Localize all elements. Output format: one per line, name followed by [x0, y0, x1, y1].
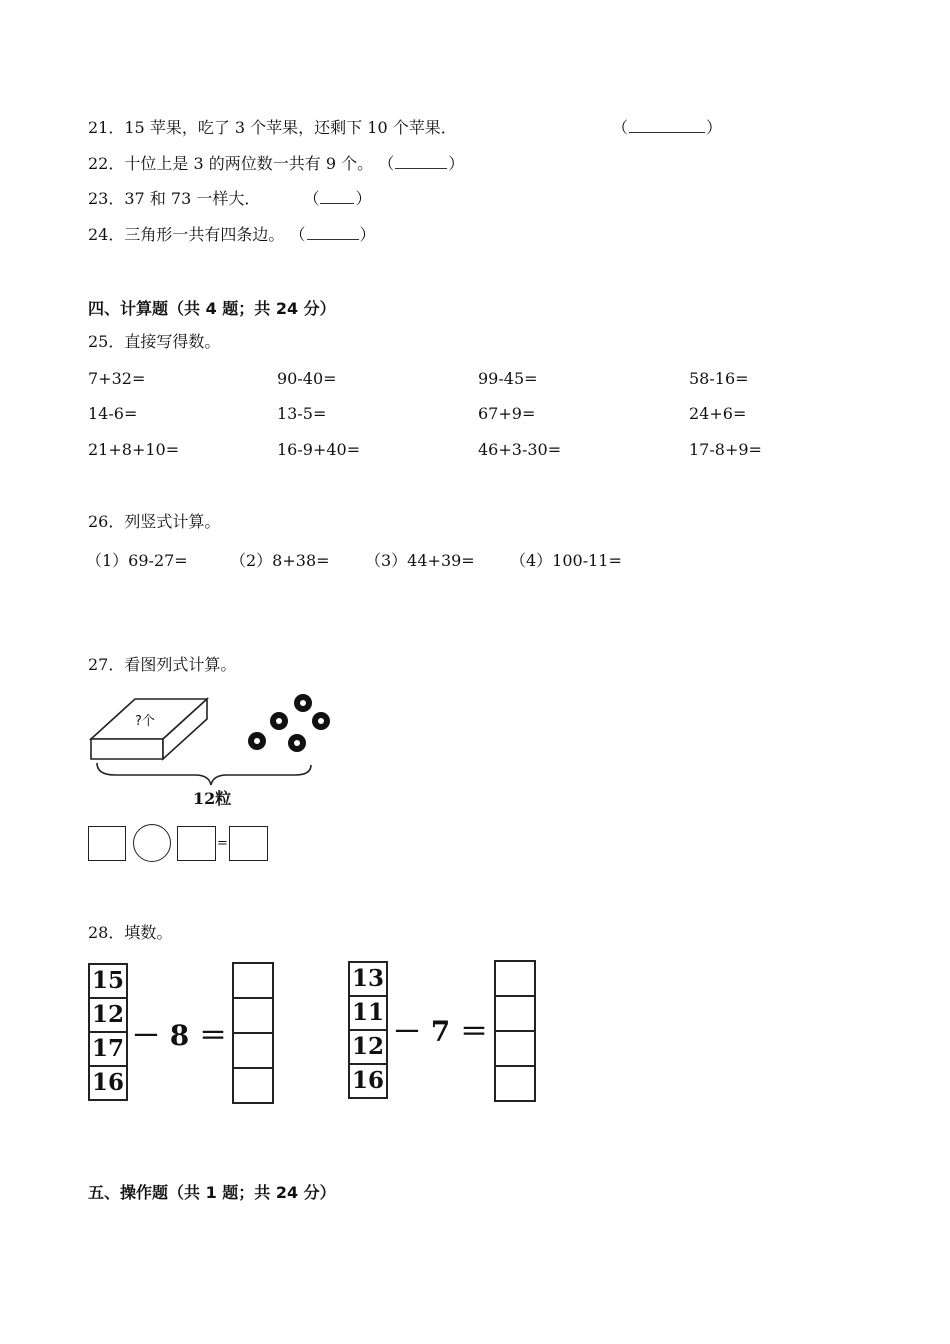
question-26-label: 26．列竖式计算。 [88, 512, 221, 531]
operator-circle[interactable] [133, 824, 171, 862]
number-cell: 12 [350, 1031, 386, 1065]
equals-sign: = [217, 836, 228, 851]
vertical-calc-item: （1）69-27= [86, 551, 188, 570]
box-label: ?个 [135, 714, 155, 729]
calc-item: 67+9= [478, 404, 536, 423]
answer-cell[interactable] [496, 1032, 534, 1067]
question-27-label: 27．看图列式计算。 [88, 655, 237, 674]
question-21 [88, 118, 723, 138]
calc-item: 7+32= [88, 369, 146, 388]
vertical-calc-item: （3）44+39= [365, 551, 475, 570]
answer-box[interactable] [177, 826, 216, 861]
answer-cell[interactable] [496, 962, 534, 997]
answer-blank[interactable] [307, 225, 359, 240]
brace [97, 763, 311, 785]
answer-parentheses: （ ） [378, 154, 465, 173]
calc-item: 46+3-30= [478, 440, 562, 459]
calc-item: 58-16= [689, 369, 749, 388]
question-number: 23． [88, 189, 125, 208]
section-4-title: 四、计算题（共 4 题；共 24 分） [88, 299, 336, 318]
answer-blank[interactable] [629, 118, 705, 133]
answer-box[interactable] [88, 826, 126, 861]
section-5-title: 五、操作题（共 1 题；共 24 分） [88, 1183, 336, 1202]
answer-cell[interactable] [496, 997, 534, 1032]
answer-cell[interactable] [234, 1034, 272, 1069]
question-28-label: 28．填数。 [88, 923, 173, 942]
total-label: 12粒 [193, 789, 232, 808]
number-cell: 16 [91, 1069, 124, 1096]
number-cell: 13 [350, 963, 386, 997]
question-25-label: 25．直接写得数。 [88, 332, 221, 351]
calc-item: 16-9+40= [277, 440, 361, 459]
calc-item: 17-8+9= [689, 440, 762, 459]
answer-parentheses: （ ） [303, 189, 372, 208]
question-number: 22． [88, 154, 125, 173]
number-cell: 15 [90, 965, 126, 999]
operation-text: － 7 ＝ [393, 1015, 488, 1048]
calc-item: 90-40= [277, 369, 337, 388]
beads [248, 694, 330, 752]
box-and-beads-figure [85, 685, 345, 815]
number-cell: 16 [351, 1067, 384, 1094]
vertical-calc-item: （4）100-11= [510, 551, 622, 570]
answer-box[interactable] [229, 826, 268, 861]
vertical-calc-item: （2）8+38= [230, 551, 330, 570]
calc-item: 24+6= [689, 404, 747, 423]
question-number: 24． [88, 225, 125, 244]
answer-cell[interactable] [234, 999, 272, 1034]
number-column [88, 963, 128, 1101]
answer-cell[interactable] [234, 964, 272, 999]
calc-item: 13-5= [277, 404, 327, 423]
answer-column [494, 960, 536, 1102]
calc-item: 99-45= [478, 369, 538, 388]
operation-text: － 8 ＝ [132, 1019, 227, 1052]
answer-blank[interactable] [320, 189, 354, 204]
answer-parentheses: （ ） [612, 118, 723, 137]
question-22 [88, 154, 464, 174]
question-text: 37 和 73 一样大． [124, 189, 261, 208]
question-number: 21． [88, 118, 125, 137]
answer-blank[interactable] [395, 154, 447, 169]
answer-column [232, 962, 274, 1104]
answer-cell[interactable] [496, 1067, 534, 1100]
answer-cell[interactable] [234, 1069, 272, 1102]
number-cell: 11 [350, 997, 386, 1031]
number-cell: 17 [90, 1033, 126, 1067]
calc-item: 14-6= [88, 404, 138, 423]
question-text: 十位上是 3 的两位数一共有 9 个。 [124, 154, 374, 173]
box-front-face [91, 739, 163, 759]
answer-parentheses: （ ） [289, 225, 376, 244]
question-text: 15 苹果，吃了 3 个苹果，还剩下 10 个苹果． [124, 118, 457, 137]
number-column [348, 961, 388, 1099]
question-text: 三角形一共有四条边。 [124, 225, 285, 244]
number-cell: 12 [90, 999, 126, 1033]
calc-item: 21+8+10= [88, 440, 180, 459]
question-24 [88, 225, 376, 245]
question-23 [88, 189, 371, 209]
